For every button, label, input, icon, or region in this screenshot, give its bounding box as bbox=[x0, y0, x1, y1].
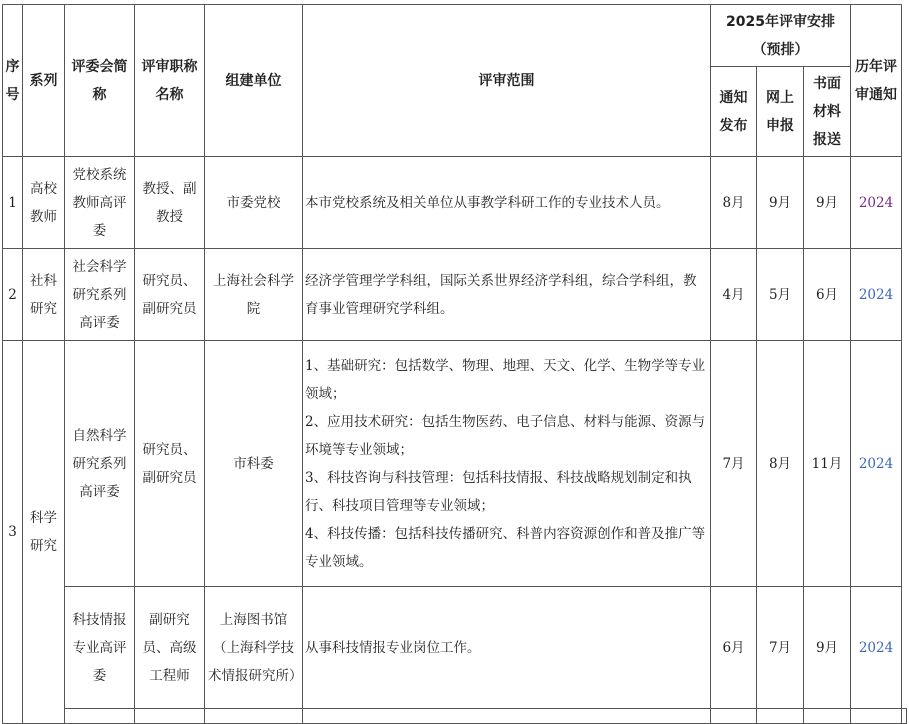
header-row-1 bbox=[3, 5, 907, 67]
cell-online: 7月 bbox=[757, 587, 804, 709]
cell-title: 教授、副教授 bbox=[135, 157, 205, 249]
cell-empty bbox=[135, 709, 205, 724]
cell-notice: 7月 bbox=[711, 341, 757, 587]
history-link-2024[interactable]: 2024 bbox=[851, 341, 902, 587]
cell-online: 8月 bbox=[757, 341, 804, 587]
cell-seq: 3 bbox=[3, 341, 23, 724]
cell-unit: 上海社会科学院 bbox=[205, 249, 303, 341]
cell-committee: 党校系统教师高评委 bbox=[65, 157, 135, 249]
cell-series: 高校教师 bbox=[23, 157, 65, 249]
cell-unit: 上海图书馆（上海科学技术情报研究所） bbox=[205, 587, 303, 709]
cell-scope: 经济学管理学学科组，国际关系世界经济学科组，综合学科组，教育事业管理研究学科组。 bbox=[303, 249, 711, 341]
cell-scope: 本市党校系统及相关单位从事教学科研工作的专业技术人员。 bbox=[303, 157, 711, 249]
cell-committee: 社会科学研究系列高评委 bbox=[65, 249, 135, 341]
header-paper: 书面材料报送 bbox=[804, 67, 851, 157]
cell-paper: 11月 bbox=[804, 341, 851, 587]
cell-notice: 6月 bbox=[711, 587, 757, 709]
scope-line: 3、科技咨询与科技管理：包括科技情报、科技战略规划制定和执行、科技项目管理等专业领域； bbox=[305, 469, 692, 514]
cell-empty bbox=[205, 709, 303, 724]
header-history: 历年评审通知 bbox=[851, 5, 902, 157]
cell-online: 9月 bbox=[757, 157, 804, 249]
cell-unit: 市委党校 bbox=[205, 157, 303, 249]
scope-line: 1、基础研究：包括数学、物理、地理、天文、化学、生物学等专业领域； bbox=[305, 357, 706, 402]
cell-title: 研究员、副研究员 bbox=[135, 249, 205, 341]
header-notice: 通知发布 bbox=[711, 67, 757, 157]
cell-empty bbox=[711, 709, 757, 724]
cell-committee: 自然科学研究系列高评委 bbox=[65, 341, 135, 587]
cell-paper: 9月 bbox=[804, 157, 851, 249]
table-row-partial bbox=[3, 709, 907, 724]
cell-empty bbox=[902, 709, 907, 724]
cell-empty bbox=[757, 709, 804, 724]
header-schedule-group: 2025年评审安排（预排） bbox=[711, 5, 851, 67]
cell-committee: 科技情报专业高评委 bbox=[65, 587, 135, 709]
cell-notice: 4月 bbox=[711, 249, 757, 341]
cell-notice: 8月 bbox=[711, 157, 757, 249]
table-row bbox=[3, 157, 907, 249]
header-committee: 评委会简称 bbox=[65, 5, 135, 157]
header-series: 系列 bbox=[23, 5, 65, 157]
cell-series: 社科研究 bbox=[23, 249, 65, 341]
history-link-2024[interactable]: 2024 bbox=[851, 249, 902, 341]
evaluation-schedule-table bbox=[2, 4, 907, 724]
header-online: 网上申报 bbox=[757, 67, 804, 157]
scope-line: 4、科技传播：包括科技传播研究、科普内容资源创作和普及推广等专业领域。 bbox=[305, 525, 706, 570]
cell-empty bbox=[65, 709, 135, 724]
table-row bbox=[3, 587, 907, 709]
table-row bbox=[3, 341, 907, 587]
cell-paper: 6月 bbox=[804, 249, 851, 341]
cell-title: 副研究员、高级工程师 bbox=[135, 587, 205, 709]
header-scope: 评审范围 bbox=[303, 5, 711, 157]
cell-unit: 市科委 bbox=[205, 341, 303, 587]
cell-seq: 2 bbox=[3, 249, 23, 341]
header-title: 评审职称名称 bbox=[135, 5, 205, 157]
cell-empty bbox=[851, 709, 902, 724]
cell-title: 研究员、副研究员 bbox=[135, 341, 205, 587]
history-link-2024[interactable]: 2024 bbox=[851, 587, 902, 709]
history-link-2024[interactable]: 2024 bbox=[851, 157, 902, 249]
cell-online: 5月 bbox=[757, 249, 804, 341]
cell-scope bbox=[303, 341, 711, 587]
scope-line: 2、应用技术研究：包括生物医药、电子信息、材料与能源、资源与环境等专业领域； bbox=[305, 413, 706, 458]
cell-empty bbox=[804, 709, 851, 724]
cell-seq: 1 bbox=[3, 157, 23, 249]
table-row bbox=[3, 249, 907, 341]
cell-paper: 9月 bbox=[804, 587, 851, 709]
header-seq: 序号 bbox=[3, 5, 23, 157]
cell-series: 科学研究 bbox=[23, 341, 65, 724]
cell-scope: 从事科技情报专业岗位工作。 bbox=[303, 587, 711, 709]
cell-empty bbox=[303, 709, 711, 724]
header-unit: 组建单位 bbox=[205, 5, 303, 157]
